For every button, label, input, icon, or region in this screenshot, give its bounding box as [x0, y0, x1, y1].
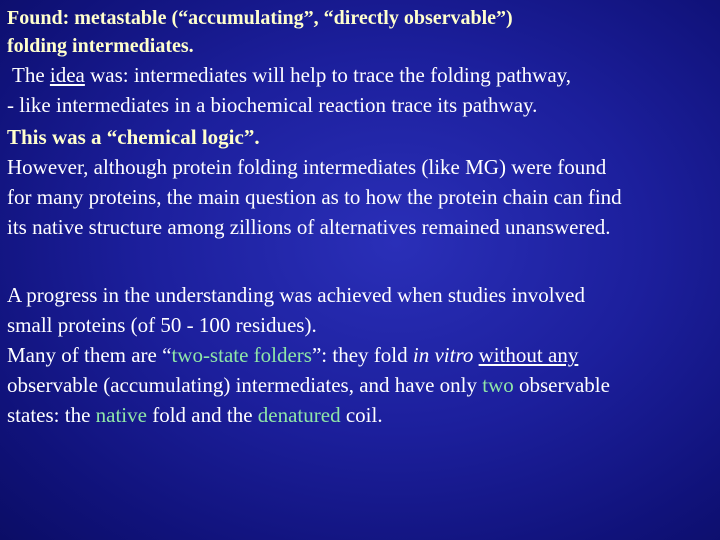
two-term: two [482, 373, 514, 397]
progress-line-5-e: coil. [340, 403, 383, 427]
idea-line-2: - like intermediates in a biochemical reaction trace its pathway. [7, 93, 538, 117]
idea-block [7, 60, 715, 120]
idea-line-1-post: was: intermediates will help to trace the folding pathway, [84, 63, 572, 87]
progress-line-1: A progress in the understanding was achieved when studies involved [7, 283, 585, 307]
heading-line-2: folding intermediates. [7, 35, 194, 57]
progress-line-4-c: observable [513, 373, 610, 397]
in-vitro-term: in vitro [412, 343, 474, 367]
progress-line-2: small proteins (of 50 - 100 residues). [7, 313, 317, 337]
native-term: native [95, 403, 147, 427]
progress-line-5-c: fold and the [146, 403, 258, 427]
progress-line-4-a: observable (accumulating) intermediates, and have only [7, 373, 483, 397]
progress-line-3-c: ”: they fold [311, 343, 413, 367]
progress-line-5 [7, 400, 715, 430]
progress-block [7, 280, 715, 430]
progress-line-4 [7, 370, 715, 400]
progress-line-3 [7, 340, 715, 370]
logic-line-1: However, although protein folding intermediates (like MG) were found [7, 155, 607, 179]
logic-line-2: for many proteins, the main question as to how the protein chain can find [7, 185, 622, 209]
idea-line-1-pre: The [12, 63, 50, 87]
two-state-folders-term: two-state folders [171, 343, 312, 367]
denatured-term: denatured [257, 403, 341, 427]
idea-line-1 [7, 60, 715, 90]
progress-line-5-a: states: the [7, 403, 96, 427]
without-any-term: without any [478, 343, 579, 367]
logic-title: This was a “chemical logic”. [7, 125, 260, 149]
progress-line-3-a: Many of them are “ [7, 343, 172, 367]
logic-block [7, 122, 715, 242]
idea-word: idea [49, 63, 85, 87]
heading-block [7, 4, 715, 60]
heading-line-1: Found: metastable (“accumulating”, “directly observable”) [7, 7, 513, 29]
logic-line-3: its native structure among zillions of alternatives remained unanswered. [7, 215, 611, 239]
